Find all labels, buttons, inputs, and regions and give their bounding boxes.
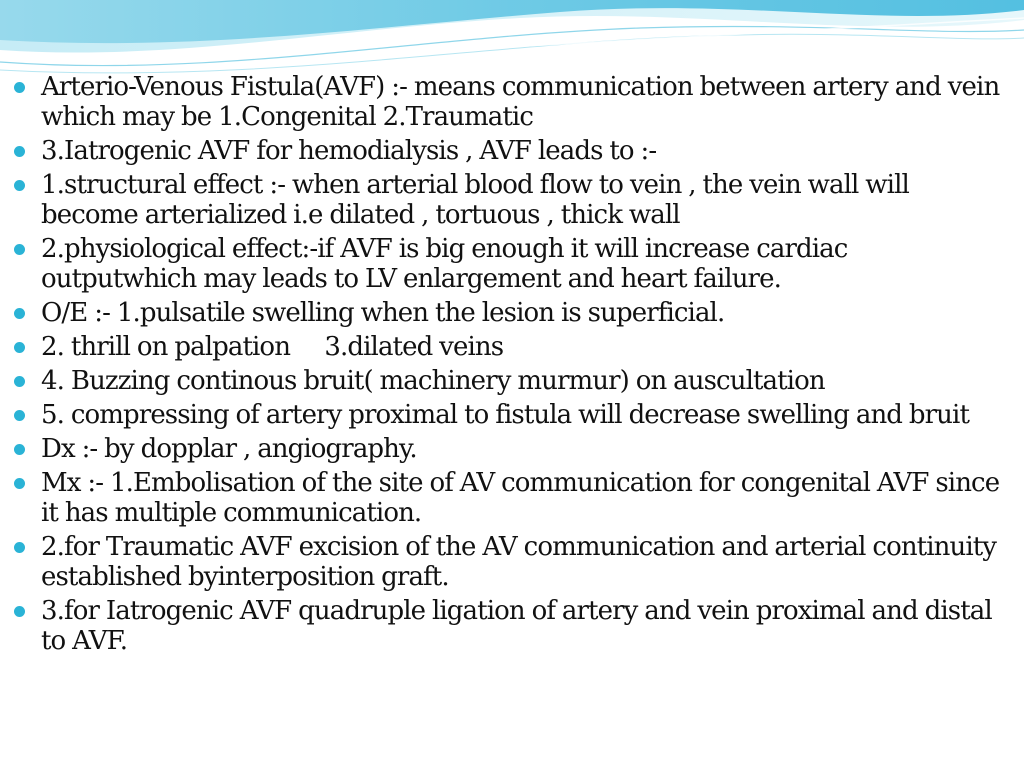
bullet-text: O/E :- 1.pulsatile swelling when the lesion is superficial.	[41, 298, 725, 328]
bullet-list	[14, 72, 1004, 660]
bullet-item	[14, 400, 1004, 430]
bullet-dot-icon	[14, 542, 25, 553]
bullet-item	[14, 596, 1004, 656]
bullet-item	[14, 332, 1004, 362]
bullet-item	[14, 72, 1004, 132]
bullet-dot-icon	[14, 606, 25, 617]
bullet-item	[14, 468, 1004, 528]
bullet-dot-icon	[14, 376, 25, 387]
bullet-text: Dx :- by dopplar , angiography.	[41, 434, 417, 464]
bullet-text: 1.structural effect :- when arterial blood flow to vein , the vein wall will become arterialized i.e dilated , tortuous , thick wall	[41, 170, 909, 230]
bullet-dot-icon	[14, 308, 25, 319]
bullet-dot-icon	[14, 146, 25, 157]
bullet-text: 5. compressing of artery proximal to fistula will decrease swelling and bruit	[41, 400, 969, 430]
bullet-text: 3.Iatrogenic AVF for hemodialysis , AVF leads to :-	[41, 136, 657, 166]
bullet-text: Mx :- 1.Embolisation of the site of AV communication for congenital AVF since it has multiple communication.	[41, 468, 1000, 528]
bullet-dot-icon	[14, 342, 25, 353]
bullet-text: 3.for Iatrogenic AVF quadruple ligation of artery and vein proximal and distal to AVF.	[41, 596, 992, 656]
bullet-item	[14, 532, 1004, 592]
bullet-item	[14, 136, 1004, 166]
bullet-text: 2. thrill on palpation 3.dilated veins	[41, 332, 504, 362]
wave-line-3	[420, 18, 1024, 52]
bullet-dot-icon	[14, 444, 25, 455]
bullet-item	[14, 434, 1004, 464]
bullet-text: 2.for Traumatic AVF excision of the AV communication and arterial continuity established byinterposition graft.	[41, 532, 997, 592]
bullet-dot-icon	[14, 244, 25, 255]
bullet-text: 2.physiological effect:-if AVF is big enough it will increase cardiac outputwhich may leads to LV enlargement and heart failure.	[41, 234, 848, 294]
bullet-item	[14, 298, 1004, 328]
bullet-item	[14, 234, 1004, 294]
bullet-item	[14, 170, 1004, 230]
bullet-text: 4. Buzzing continous bruit( machinery murmur) on auscultation	[41, 366, 825, 396]
bullet-item	[14, 366, 1004, 396]
bullet-dot-icon	[14, 180, 25, 191]
bullet-dot-icon	[14, 410, 25, 421]
bullet-text: Arterio-Venous Fistula(AVF) :- means communication between artery and vein which may be 1.Congenital 2.Traumatic	[41, 72, 1000, 132]
bullet-dot-icon	[14, 82, 25, 93]
bullet-dot-icon	[14, 478, 25, 489]
